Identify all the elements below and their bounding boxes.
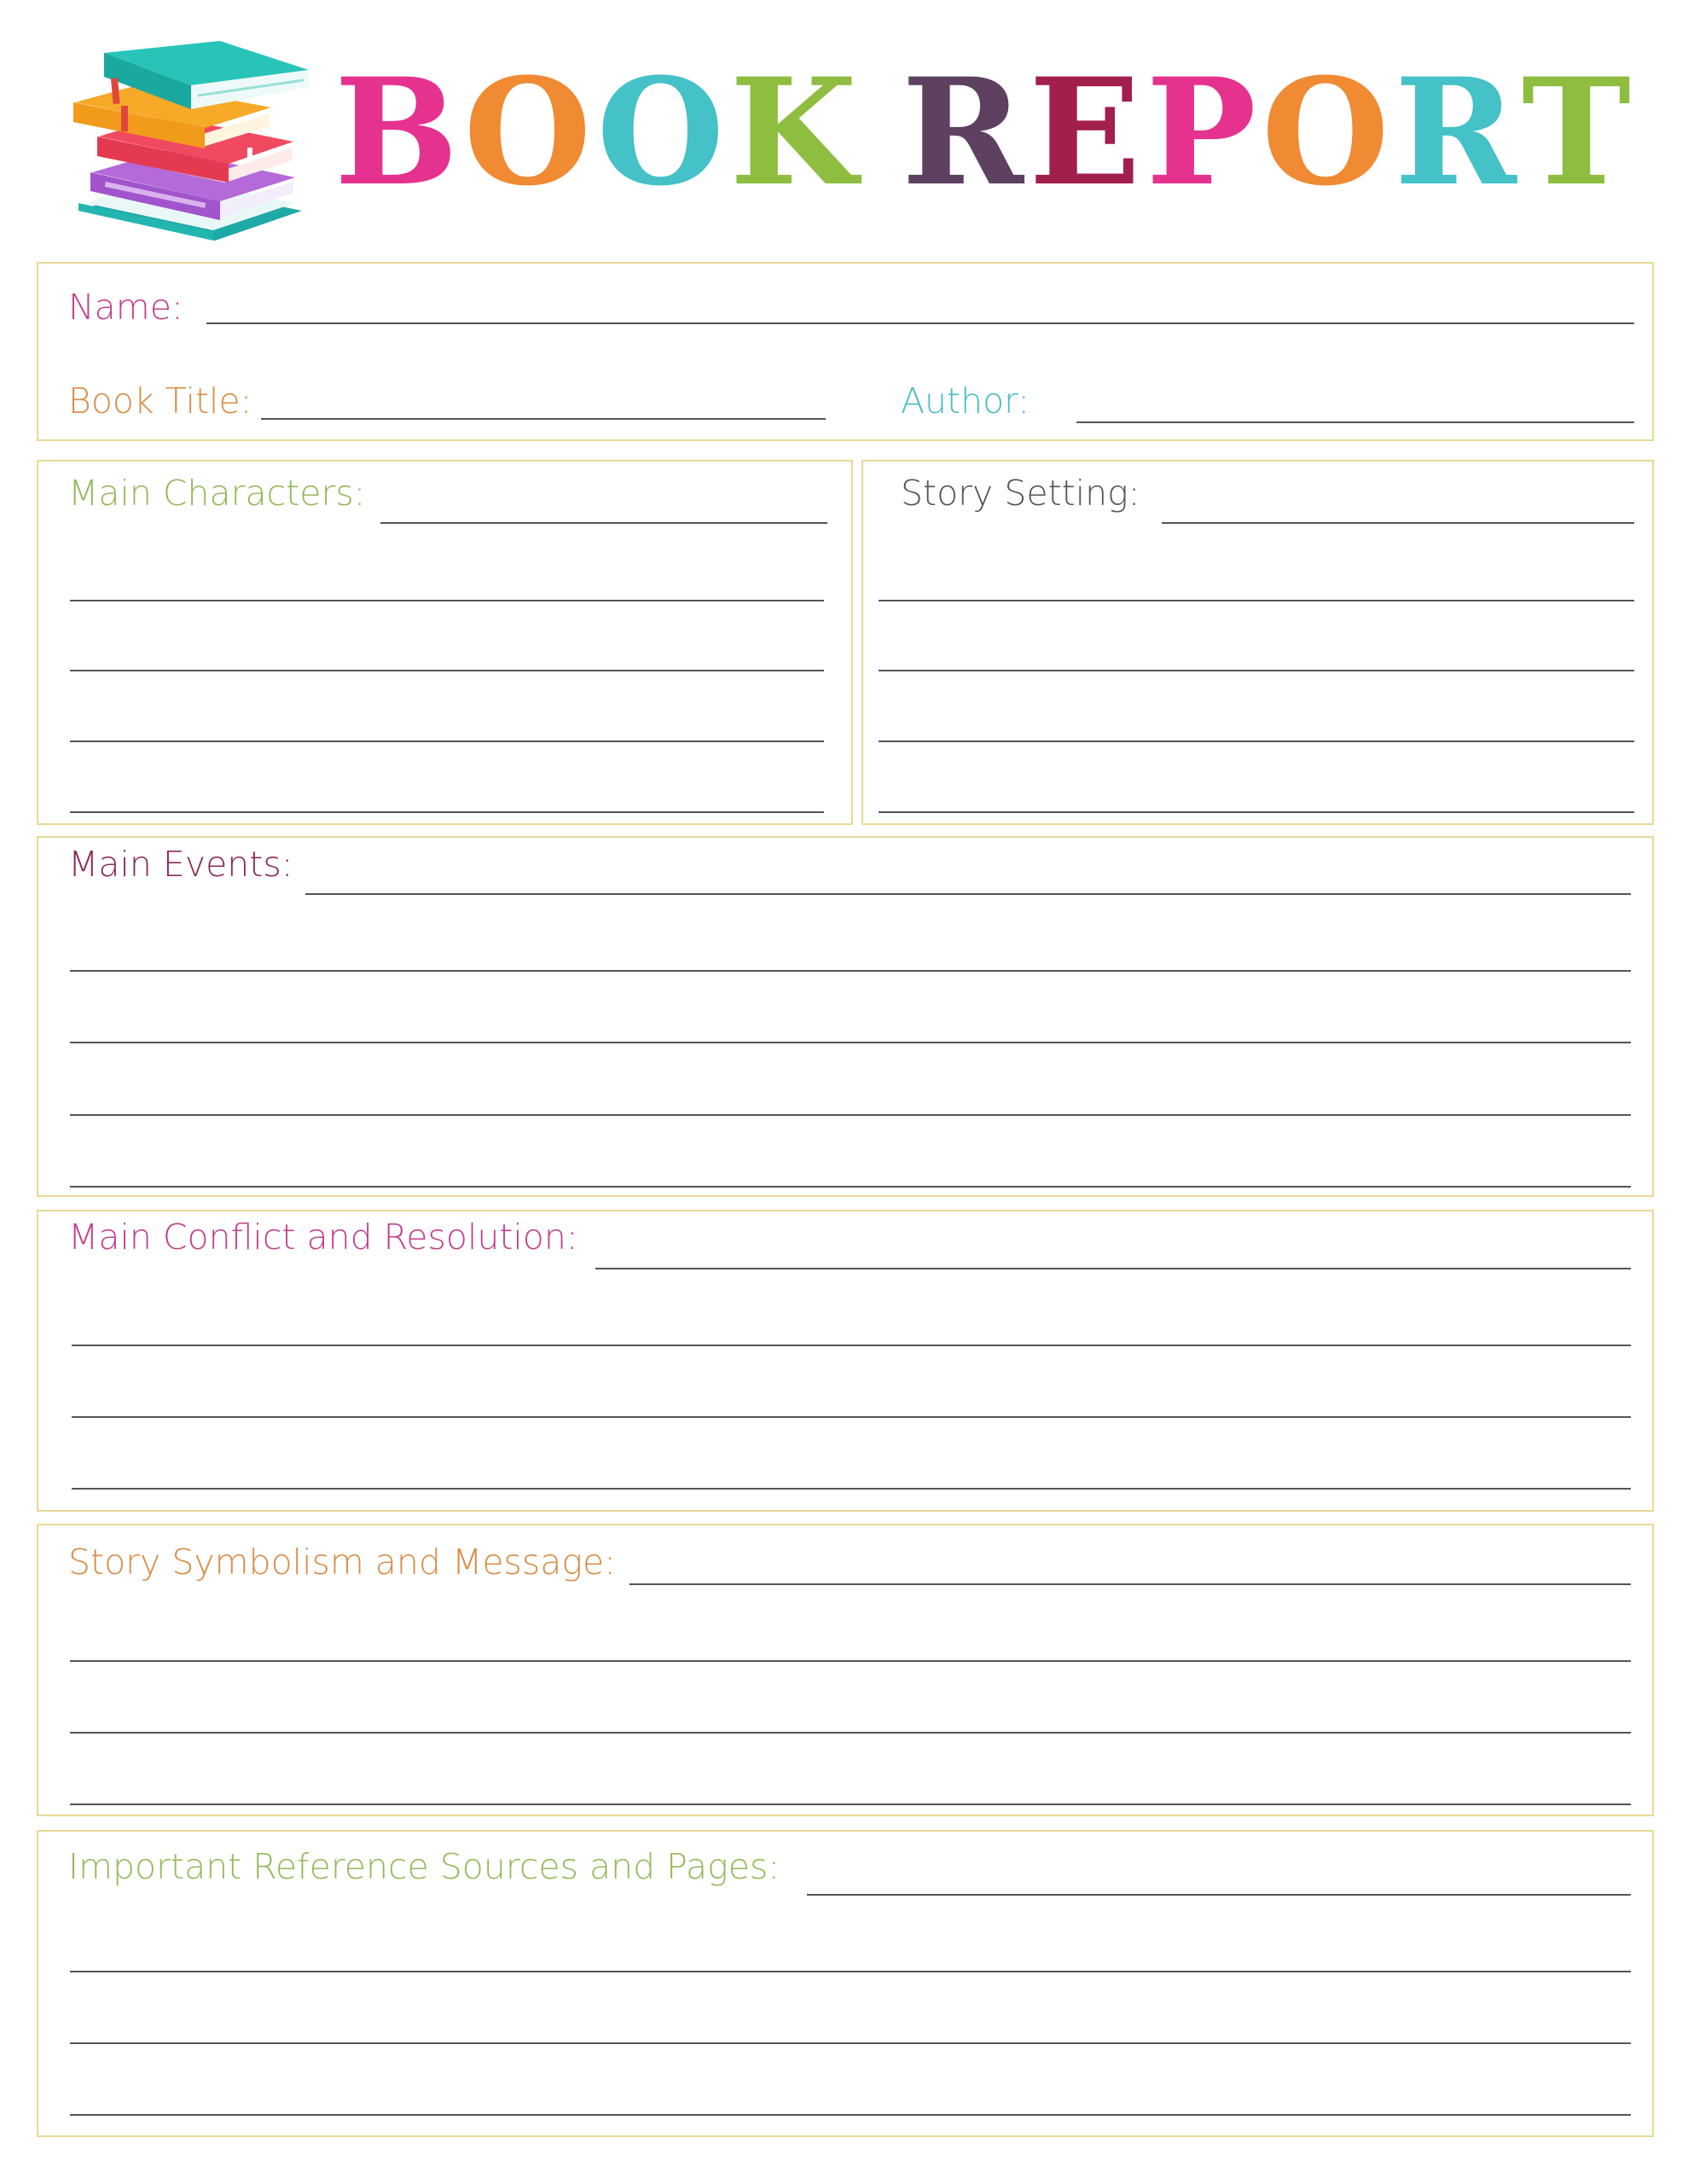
main-characters-box <box>37 460 853 825</box>
main-events-line[interactable] <box>70 1042 1631 1043</box>
story-setting-line[interactable] <box>879 670 1634 671</box>
symbolism-line[interactable] <box>70 1732 1631 1734</box>
name-label: Name: <box>68 287 183 328</box>
page-title <box>334 45 1631 218</box>
main-events-line[interactable] <box>70 1186 1631 1188</box>
title-letter: R <box>1394 45 1517 218</box>
stack-of-books-icon <box>70 36 309 245</box>
main-characters-line[interactable] <box>70 670 824 671</box>
title-letter: B <box>334 45 459 218</box>
main-events-line[interactable] <box>70 970 1631 972</box>
title-letter: O <box>1261 45 1389 218</box>
conflict-label: Main Conflict and Resolution: <box>68 1217 578 1258</box>
story-setting-box <box>861 460 1654 825</box>
main-events-field[interactable] <box>305 893 1631 895</box>
book-title-label: Book Title: <box>68 380 252 421</box>
author-label: Author: <box>901 380 1030 421</box>
main-events-box <box>37 836 1654 1197</box>
title-letter: P <box>1146 45 1256 218</box>
main-characters-line[interactable] <box>70 741 824 742</box>
book-title-field[interactable] <box>261 418 826 420</box>
references-line[interactable] <box>70 2114 1631 2116</box>
references-line[interactable] <box>70 2042 1631 2044</box>
story-setting-line[interactable] <box>879 741 1634 742</box>
references-field[interactable] <box>807 1894 1631 1896</box>
story-setting-label: Story Setting: <box>901 473 1140 514</box>
symbolism-label: Story Symbolism and Message: <box>68 1542 617 1583</box>
conflict-line[interactable] <box>72 1345 1631 1346</box>
main-characters-line[interactable] <box>70 811 824 813</box>
main-events-line[interactable] <box>70 1114 1631 1116</box>
title-letter: O <box>463 45 592 218</box>
story-setting-line[interactable] <box>879 600 1634 601</box>
title-letter: R <box>902 45 1024 218</box>
main-characters-field[interactable] <box>380 522 827 524</box>
story-setting-field[interactable] <box>1162 522 1634 524</box>
symbolism-field[interactable] <box>629 1583 1631 1585</box>
references-label: Important Reference Sources and Pages: <box>68 1846 780 1887</box>
name-field[interactable] <box>206 322 1634 324</box>
main-events-label: Main Events: <box>68 844 293 885</box>
symbolism-line[interactable] <box>70 1660 1631 1662</box>
symbolism-line[interactable] <box>70 1804 1631 1805</box>
references-line[interactable] <box>70 1971 1631 1972</box>
title-letter: T <box>1521 45 1631 218</box>
title-letter: K <box>729 45 857 218</box>
header-info-box <box>37 262 1654 441</box>
conflict-line[interactable] <box>72 1488 1631 1490</box>
conflict-field[interactable] <box>595 1268 1631 1269</box>
main-characters-label: Main Characters: <box>68 473 366 514</box>
main-characters-line[interactable] <box>70 600 824 601</box>
author-field[interactable] <box>1076 421 1634 423</box>
conflict-line[interactable] <box>72 1416 1631 1418</box>
story-setting-line[interactable] <box>879 811 1634 813</box>
title-letter: E <box>1029 45 1141 218</box>
title-letter: O <box>596 45 725 218</box>
